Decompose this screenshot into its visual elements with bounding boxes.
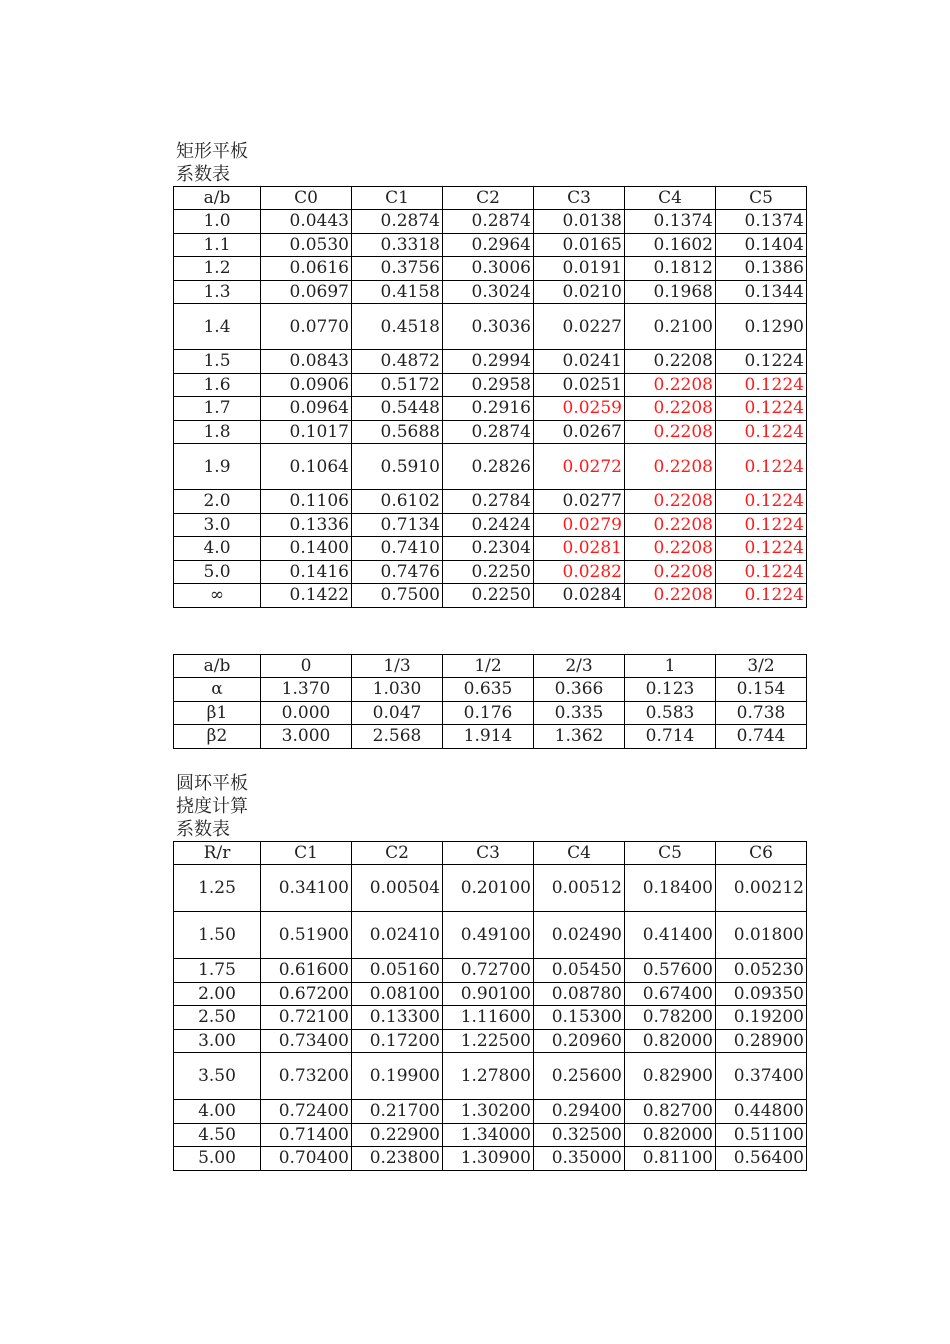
- value-cell: 0.0138: [534, 210, 625, 234]
- value-cell: 0.34100: [261, 865, 352, 912]
- column-header: 2/3: [534, 655, 625, 678]
- row-label-cell: 1.6: [174, 373, 261, 397]
- value-cell: 0.2250: [443, 584, 534, 608]
- value-cell: 1.30200: [443, 1100, 534, 1124]
- value-cell: 0.57600: [625, 959, 716, 983]
- row-label-cell: ∞: [174, 584, 261, 608]
- value-cell: 0.0284: [534, 584, 625, 608]
- row-label-cell: 3.0: [174, 513, 261, 537]
- column-header: R/r: [174, 842, 261, 865]
- value-cell: 0.78200: [625, 1006, 716, 1030]
- ring-table-caption: [176, 772, 248, 841]
- value-cell: 0.0191: [534, 257, 625, 281]
- row-label-cell: 2.0: [174, 490, 261, 514]
- value-cell: 0.1224: [716, 513, 807, 537]
- table-row: [174, 373, 807, 397]
- value-cell: 0.1224: [716, 584, 807, 608]
- value-cell: 0.1224: [716, 373, 807, 397]
- value-cell: 0.05230: [716, 959, 807, 983]
- value-cell: 0.1224: [716, 490, 807, 514]
- value-cell: 0.2874: [443, 210, 534, 234]
- value-cell: 0.67400: [625, 982, 716, 1006]
- value-cell: 0.3006: [443, 257, 534, 281]
- table-row: [174, 350, 807, 374]
- value-cell: 0.51100: [716, 1123, 807, 1147]
- table-row: [174, 560, 807, 584]
- value-cell: 1.370: [261, 678, 352, 702]
- column-header: C4: [534, 842, 625, 865]
- row-label-cell: 4.0: [174, 537, 261, 561]
- row-label-cell: 1.3: [174, 280, 261, 304]
- value-cell: 0.1064: [261, 444, 352, 490]
- value-cell: 1.362: [534, 725, 625, 749]
- table-row: [174, 701, 807, 725]
- row-label-cell: 1.75: [174, 959, 261, 983]
- row-label-cell: α: [174, 678, 261, 702]
- value-cell: 0.1812: [625, 257, 716, 281]
- value-cell: 0.37400: [716, 1053, 807, 1100]
- value-cell: 0.35000: [534, 1147, 625, 1171]
- value-cell: 0.09350: [716, 982, 807, 1006]
- table-row: [174, 210, 807, 234]
- table-row: [174, 1100, 807, 1124]
- value-cell: 0.1336: [261, 513, 352, 537]
- row-label-cell: 2.00: [174, 982, 261, 1006]
- value-cell: 0.3036: [443, 304, 534, 350]
- value-cell: 0.176: [443, 701, 534, 725]
- value-cell: 0.25600: [534, 1053, 625, 1100]
- ring-plate-deflection-coefficient-table: [173, 841, 807, 1171]
- value-cell: 0.123: [625, 678, 716, 702]
- table-row: [174, 1029, 807, 1053]
- table-row: [174, 233, 807, 257]
- value-cell: 0.90100: [443, 982, 534, 1006]
- table-row: [174, 513, 807, 537]
- value-cell: 0.1224: [716, 537, 807, 561]
- value-cell: 0.1422: [261, 584, 352, 608]
- value-cell: 0.08780: [534, 982, 625, 1006]
- value-cell: 0.2958: [443, 373, 534, 397]
- value-cell: 0.2208: [625, 444, 716, 490]
- value-cell: 0.28900: [716, 1029, 807, 1053]
- value-cell: 0.4158: [352, 280, 443, 304]
- value-cell: 0.21700: [352, 1100, 443, 1124]
- value-cell: 0.49100: [443, 912, 534, 959]
- table-row: [174, 280, 807, 304]
- value-cell: 0.154: [716, 678, 807, 702]
- value-cell: 0.0616: [261, 257, 352, 281]
- column-header: 3/2: [716, 655, 807, 678]
- ratio-coefficient-table: [173, 654, 807, 749]
- row-label-cell: β1: [174, 701, 261, 725]
- row-label-cell: 1.8: [174, 420, 261, 444]
- value-cell: 0.44800: [716, 1100, 807, 1124]
- value-cell: 0.744: [716, 725, 807, 749]
- value-cell: 0.0279: [534, 513, 625, 537]
- value-cell: 0.73400: [261, 1029, 352, 1053]
- value-cell: 0.73200: [261, 1053, 352, 1100]
- value-cell: 0.5688: [352, 420, 443, 444]
- value-cell: 0.2916: [443, 397, 534, 421]
- value-cell: 0.0443: [261, 210, 352, 234]
- column-header: 1/2: [443, 655, 534, 678]
- value-cell: 0.0770: [261, 304, 352, 350]
- row-label-cell: 3.00: [174, 1029, 261, 1053]
- value-cell: 0.6102: [352, 490, 443, 514]
- value-cell: 0.5910: [352, 444, 443, 490]
- column-header: C0: [261, 187, 352, 210]
- value-cell: 0.72100: [261, 1006, 352, 1030]
- value-cell: 0.81100: [625, 1147, 716, 1171]
- table-row: [174, 1006, 807, 1030]
- column-header: C1: [261, 842, 352, 865]
- value-cell: 0.2208: [625, 584, 716, 608]
- table-row: [174, 725, 807, 749]
- value-cell: 0.0241: [534, 350, 625, 374]
- row-label-cell: 1.1: [174, 233, 261, 257]
- value-cell: 0.2964: [443, 233, 534, 257]
- value-cell: 0.02490: [534, 912, 625, 959]
- value-cell: 0.1374: [716, 210, 807, 234]
- table-row: [174, 537, 807, 561]
- table-row: [174, 444, 807, 490]
- row-label-cell: 1.4: [174, 304, 261, 350]
- value-cell: 0.70400: [261, 1147, 352, 1171]
- value-cell: 0.7134: [352, 513, 443, 537]
- value-cell: 0.51900: [261, 912, 352, 959]
- value-cell: 0.1602: [625, 233, 716, 257]
- value-cell: 0.71400: [261, 1123, 352, 1147]
- value-cell: 0.2208: [625, 490, 716, 514]
- value-cell: 0.7410: [352, 537, 443, 561]
- value-cell: 1.30900: [443, 1147, 534, 1171]
- value-cell: 0.20100: [443, 865, 534, 912]
- value-cell: 1.27800: [443, 1053, 534, 1100]
- value-cell: 0.0697: [261, 280, 352, 304]
- value-cell: 0.1416: [261, 560, 352, 584]
- row-label-cell: 1.0: [174, 210, 261, 234]
- value-cell: 0.4518: [352, 304, 443, 350]
- value-cell: 0.3024: [443, 280, 534, 304]
- value-cell: 0.583: [625, 701, 716, 725]
- row-label-cell: 2.50: [174, 1006, 261, 1030]
- value-cell: 0.2874: [443, 420, 534, 444]
- value-cell: 0.2100: [625, 304, 716, 350]
- value-cell: 0.2208: [625, 397, 716, 421]
- row-label-cell: 1.2: [174, 257, 261, 281]
- column-header: C4: [625, 187, 716, 210]
- value-cell: 0.08100: [352, 982, 443, 1006]
- value-cell: 0.2826: [443, 444, 534, 490]
- value-cell: 0.56400: [716, 1147, 807, 1171]
- value-cell: 1.34000: [443, 1123, 534, 1147]
- ring-caption-line: 圆环平板: [176, 773, 248, 794]
- value-cell: 0.2208: [625, 537, 716, 561]
- value-cell: 1.030: [352, 678, 443, 702]
- value-cell: 0.1404: [716, 233, 807, 257]
- value-cell: 0.635: [443, 678, 534, 702]
- value-cell: 0.82700: [625, 1100, 716, 1124]
- row-label-cell: 1.7: [174, 397, 261, 421]
- rect-table-caption: [176, 140, 248, 186]
- value-cell: 0.1224: [716, 444, 807, 490]
- value-cell: 0.0259: [534, 397, 625, 421]
- column-header: C3: [443, 842, 534, 865]
- value-cell: 0.1374: [625, 210, 716, 234]
- value-cell: 0.29400: [534, 1100, 625, 1124]
- column-header: C2: [352, 842, 443, 865]
- column-header: 0: [261, 655, 352, 678]
- value-cell: 0.0277: [534, 490, 625, 514]
- value-cell: 0.0843: [261, 350, 352, 374]
- table-row: [174, 397, 807, 421]
- value-cell: 0.5172: [352, 373, 443, 397]
- value-cell: 0.2208: [625, 560, 716, 584]
- value-cell: 0.2304: [443, 537, 534, 561]
- value-cell: 0.0530: [261, 233, 352, 257]
- column-header: C1: [352, 187, 443, 210]
- value-cell: 0.1400: [261, 537, 352, 561]
- value-cell: 0.2994: [443, 350, 534, 374]
- value-cell: 0.0210: [534, 280, 625, 304]
- value-cell: 2.568: [352, 725, 443, 749]
- rect-plate-coefficient-table: [173, 186, 807, 608]
- value-cell: 1.22500: [443, 1029, 534, 1053]
- value-cell: 0.1017: [261, 420, 352, 444]
- value-cell: 0.0281: [534, 537, 625, 561]
- value-cell: 0.23800: [352, 1147, 443, 1171]
- row-label-cell: 4.50: [174, 1123, 261, 1147]
- value-cell: 1.914: [443, 725, 534, 749]
- value-cell: 0.5448: [352, 397, 443, 421]
- value-cell: 0.82900: [625, 1053, 716, 1100]
- value-cell: 0.1386: [716, 257, 807, 281]
- header-row: [174, 655, 807, 678]
- row-label-cell: 1.50: [174, 912, 261, 959]
- table-row: [174, 257, 807, 281]
- value-cell: 0.0227: [534, 304, 625, 350]
- value-cell: 0.2208: [625, 420, 716, 444]
- value-cell: 0.3756: [352, 257, 443, 281]
- value-cell: 0.0251: [534, 373, 625, 397]
- row-label-cell: 1.25: [174, 865, 261, 912]
- value-cell: 0.61600: [261, 959, 352, 983]
- value-cell: 0.2208: [625, 513, 716, 537]
- value-cell: 0.047: [352, 701, 443, 725]
- column-header: C2: [443, 187, 534, 210]
- column-header: C3: [534, 187, 625, 210]
- row-label-cell: 4.00: [174, 1100, 261, 1124]
- column-header: 1: [625, 655, 716, 678]
- value-cell: 0.15300: [534, 1006, 625, 1030]
- column-header: C6: [716, 842, 807, 865]
- value-cell: 0.1224: [716, 420, 807, 444]
- value-cell: 0.3318: [352, 233, 443, 257]
- value-cell: 0.00504: [352, 865, 443, 912]
- ring-caption-line: 挠度计算: [176, 796, 248, 817]
- value-cell: 0.1968: [625, 280, 716, 304]
- value-cell: 0.4872: [352, 350, 443, 374]
- value-cell: 0.738: [716, 701, 807, 725]
- value-cell: 0.1224: [716, 560, 807, 584]
- column-header: a/b: [174, 187, 261, 210]
- value-cell: 3.000: [261, 725, 352, 749]
- value-cell: 0.000: [261, 701, 352, 725]
- row-label-cell: 1.5: [174, 350, 261, 374]
- value-cell: 0.7476: [352, 560, 443, 584]
- value-cell: 0.19900: [352, 1053, 443, 1100]
- value-cell: 0.2424: [443, 513, 534, 537]
- value-cell: 0.41400: [625, 912, 716, 959]
- value-cell: 0.1106: [261, 490, 352, 514]
- value-cell: 0.13300: [352, 1006, 443, 1030]
- value-cell: 0.17200: [352, 1029, 443, 1053]
- value-cell: 0.32500: [534, 1123, 625, 1147]
- row-label-cell: 5.00: [174, 1147, 261, 1171]
- table-row: [174, 1123, 807, 1147]
- value-cell: 0.00212: [716, 865, 807, 912]
- table-row: [174, 304, 807, 350]
- rect-caption-line: 矩形平板: [176, 141, 248, 162]
- value-cell: 0.7500: [352, 584, 443, 608]
- value-cell: 0.00512: [534, 865, 625, 912]
- value-cell: 0.2784: [443, 490, 534, 514]
- value-cell: 0.82000: [625, 1029, 716, 1053]
- value-cell: 0.72700: [443, 959, 534, 983]
- table-row: [174, 865, 807, 912]
- column-header: C5: [716, 187, 807, 210]
- value-cell: 0.02410: [352, 912, 443, 959]
- value-cell: 1.11600: [443, 1006, 534, 1030]
- table-row: [174, 420, 807, 444]
- column-header: 1/3: [352, 655, 443, 678]
- value-cell: 0.2874: [352, 210, 443, 234]
- value-cell: 0.2208: [625, 350, 716, 374]
- value-cell: 0.2250: [443, 560, 534, 584]
- value-cell: 0.0272: [534, 444, 625, 490]
- value-cell: 0.22900: [352, 1123, 443, 1147]
- table-row: [174, 490, 807, 514]
- row-label-cell: 1.9: [174, 444, 261, 490]
- column-header: a/b: [174, 655, 261, 678]
- value-cell: 0.335: [534, 701, 625, 725]
- value-cell: 0.01800: [716, 912, 807, 959]
- value-cell: 0.0964: [261, 397, 352, 421]
- value-cell: 0.05160: [352, 959, 443, 983]
- value-cell: 0.72400: [261, 1100, 352, 1124]
- value-cell: 0.18400: [625, 865, 716, 912]
- rect-caption-line: 系数表: [176, 164, 230, 185]
- value-cell: 0.05450: [534, 959, 625, 983]
- ring-caption-line: 系数表: [176, 819, 230, 840]
- value-cell: 0.2208: [625, 373, 716, 397]
- value-cell: 0.0165: [534, 233, 625, 257]
- value-cell: 0.67200: [261, 982, 352, 1006]
- value-cell: 0.0906: [261, 373, 352, 397]
- value-cell: 0.20960: [534, 1029, 625, 1053]
- table-row: [174, 1147, 807, 1171]
- value-cell: 0.1224: [716, 350, 807, 374]
- table-row: [174, 959, 807, 983]
- table-row: [174, 1053, 807, 1100]
- value-cell: 0.0282: [534, 560, 625, 584]
- table-row: [174, 982, 807, 1006]
- table-row: [174, 678, 807, 702]
- table-row: [174, 912, 807, 959]
- row-label-cell: β2: [174, 725, 261, 749]
- value-cell: 0.1344: [716, 280, 807, 304]
- value-cell: 0.366: [534, 678, 625, 702]
- value-cell: 0.1290: [716, 304, 807, 350]
- column-header: C5: [625, 842, 716, 865]
- value-cell: 0.714: [625, 725, 716, 749]
- value-cell: 0.19200: [716, 1006, 807, 1030]
- row-label-cell: 5.0: [174, 560, 261, 584]
- table-row: [174, 584, 807, 608]
- value-cell: 0.1224: [716, 397, 807, 421]
- value-cell: 0.0267: [534, 420, 625, 444]
- value-cell: 0.82000: [625, 1123, 716, 1147]
- header-row: [174, 842, 807, 865]
- header-row: [174, 187, 807, 210]
- row-label-cell: 3.50: [174, 1053, 261, 1100]
